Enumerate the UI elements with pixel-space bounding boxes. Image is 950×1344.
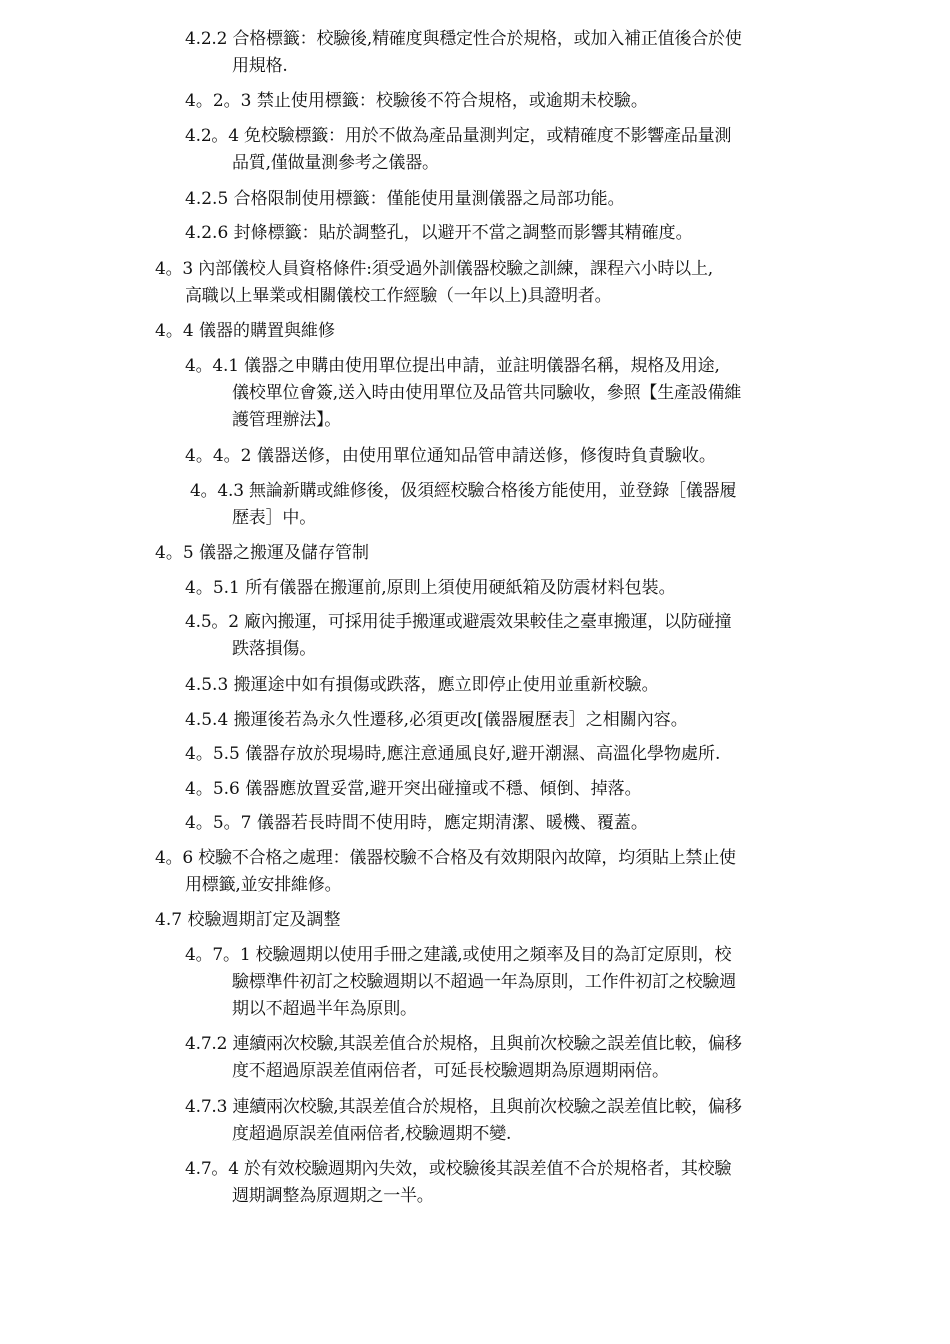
heading-4-7 bbox=[155, 907, 340, 934]
paragraph-4-7-2 bbox=[185, 1031, 742, 1085]
paragraph-line: 4。5.1 所有儀器在搬運前,原則上須使用硬紙箱及防震材料包裝。 bbox=[185, 578, 676, 598]
paragraph-line: 4。6 校驗不合格之處理：儀器校驗不合格及有效期限內故障，均須貼上禁止使 bbox=[155, 848, 736, 868]
paragraph-line: 4。2。3 禁止使用標籤：校驗後不符合規格，或逾期未校驗。 bbox=[185, 91, 648, 111]
paragraph-line: 高職以上畢業或相關儀校工作經驗（一年以上)具證明者。 bbox=[185, 286, 612, 306]
paragraph-4-7-1 bbox=[185, 942, 736, 1023]
paragraph-line: 4。4 儀器的購置與維修 bbox=[155, 321, 336, 341]
paragraph-line: 4.7 校驗週期訂定及調整 bbox=[155, 910, 341, 930]
paragraph-line: 4。7。1 校驗週期以使用手冊之建議,或使用之頻率及目的為訂定原則，校 bbox=[185, 945, 732, 965]
paragraph-4-5-7 bbox=[185, 810, 648, 837]
paragraph-line: 4.7。4 於有效校驗週期內失效，或校驗後其誤差值不合於規格者，其校驗 bbox=[185, 1159, 732, 1179]
paragraph-line: 護管理辦法】。 bbox=[232, 410, 342, 430]
paragraph-line: 用規格. bbox=[232, 56, 288, 76]
paragraph-4-5-2 bbox=[185, 609, 731, 663]
paragraph-line: 4.7.3 連續兩次校驗,其誤差值合於規格，且與前次校驗之誤差值比較，偏移 bbox=[185, 1097, 742, 1117]
paragraph-line: 4。4.1 儀器之申購由使用單位提出申請，並註明儀器名稱，規格及用途, bbox=[185, 356, 720, 376]
paragraph-line: 4。5.6 儀器應放置妥當,避开突出碰撞或不穩、傾倒、掉落。 bbox=[185, 779, 642, 799]
paragraph-4-2-5 bbox=[185, 186, 625, 213]
paragraph-line: 儀校單位會簽,送入時由使用單位及品管共同驗收，參照【生產設備維 bbox=[232, 383, 742, 403]
paragraph-line: 4。5 儀器之搬運及儲存管制 bbox=[155, 543, 370, 563]
paragraph-4-2-6 bbox=[185, 220, 693, 247]
heading-4-4 bbox=[155, 318, 335, 345]
paragraph-line: 4.5.4 搬運後若為永久性遷移,必須更改[儀器履歷表］之相關內容。 bbox=[185, 710, 688, 730]
paragraph-line: 4。4.3 無論新購或維修後，伋須經校驗合格後方能使用，並登錄［儀器履 bbox=[190, 481, 737, 501]
paragraph-line: 4.7.2 連續兩次校驗,其誤差值合於規格，且與前次校驗之誤差值比較，偏移 bbox=[185, 1034, 742, 1054]
paragraph-line: 4。3 內部儀校人員資格條件:須受過外訓儀器校驗之訓練，課程六小時以上, bbox=[155, 259, 713, 279]
paragraph-4-2-2 bbox=[185, 26, 742, 80]
paragraph-line: 驗標準件初訂之校驗週期以不超過一年為原則，工作件初訂之校驗週 bbox=[232, 972, 736, 992]
paragraph-4-2-4 bbox=[185, 123, 731, 177]
paragraph-line: 度不超過原誤差值兩倍者，可延長校驗週期為原週期兩倍。 bbox=[232, 1061, 669, 1081]
paragraph-4-4-1 bbox=[185, 353, 741, 434]
paragraph-line: 4.2.6 封條標籤：貼於調整孔，以避开不當之調整而影響其精確度。 bbox=[185, 223, 693, 243]
paragraph-4-7-4 bbox=[185, 1156, 731, 1210]
paragraph-line: 4.5。2 廠內搬運，可採用徒手搬運或避震效果較佳之臺車搬運，以防碰撞 bbox=[185, 612, 732, 632]
paragraph-line: 4.2。4 免校驗標籤：用於不做為產品量測判定，或精確度不影響產品量測 bbox=[185, 126, 732, 146]
paragraph-4-4-2 bbox=[185, 443, 716, 470]
paragraph-line: 4.5.3 搬運途中如有損傷或跌落，應立即停止使用並重新校驗。 bbox=[185, 675, 659, 695]
paragraph-4-5-1 bbox=[185, 575, 676, 602]
paragraph-line: 4。5.5 儀器存放於現場時,應注意通風良好,避开潮濕、高溫化學物處所. bbox=[185, 744, 721, 764]
paragraph-4-7-3 bbox=[185, 1094, 742, 1148]
paragraph-4-5-5 bbox=[185, 741, 720, 768]
paragraph-line: 期以不超過半年為原則。 bbox=[232, 999, 417, 1019]
paragraph-line: 週期調整為原週期之一半。 bbox=[232, 1186, 434, 1206]
paragraph-4-5-6 bbox=[185, 776, 642, 803]
heading-4-5 bbox=[155, 540, 369, 567]
paragraph-line: 跌落損傷。 bbox=[232, 639, 316, 659]
paragraph-4-5-3 bbox=[185, 672, 659, 699]
paragraph-4-3 bbox=[155, 256, 713, 310]
paragraph-4-4-3 bbox=[190, 478, 736, 532]
paragraph-line: 4.2.2 合格標籤：校驗後,精確度與穩定性合於規格，或加入補正值後合於使 bbox=[185, 29, 742, 49]
paragraph-line: 品質,僅做量測參考之儀器。 bbox=[232, 153, 439, 173]
paragraph-line: 歷表］中。 bbox=[232, 508, 316, 528]
paragraph-line: 4。4。2 儀器送修，由使用單位通知品管申請送修，修復時負責驗收。 bbox=[185, 446, 716, 466]
paragraph-line: 4.2.5 合格限制使用標籤：僅能使用量測儀器之局部功能。 bbox=[185, 189, 625, 209]
paragraph-4-5-4 bbox=[185, 707, 688, 734]
paragraph-line: 4。5。7 儀器若長時間不使用時，應定期清潔、暖機、覆蓋。 bbox=[185, 813, 648, 833]
paragraph-line: 度超過原誤差值兩倍者,校驗週期不變. bbox=[232, 1124, 512, 1144]
paragraph-line: 用標籤,並安排維修。 bbox=[185, 875, 342, 895]
paragraph-4-6 bbox=[155, 845, 736, 899]
paragraph-4-2-3 bbox=[185, 88, 648, 115]
